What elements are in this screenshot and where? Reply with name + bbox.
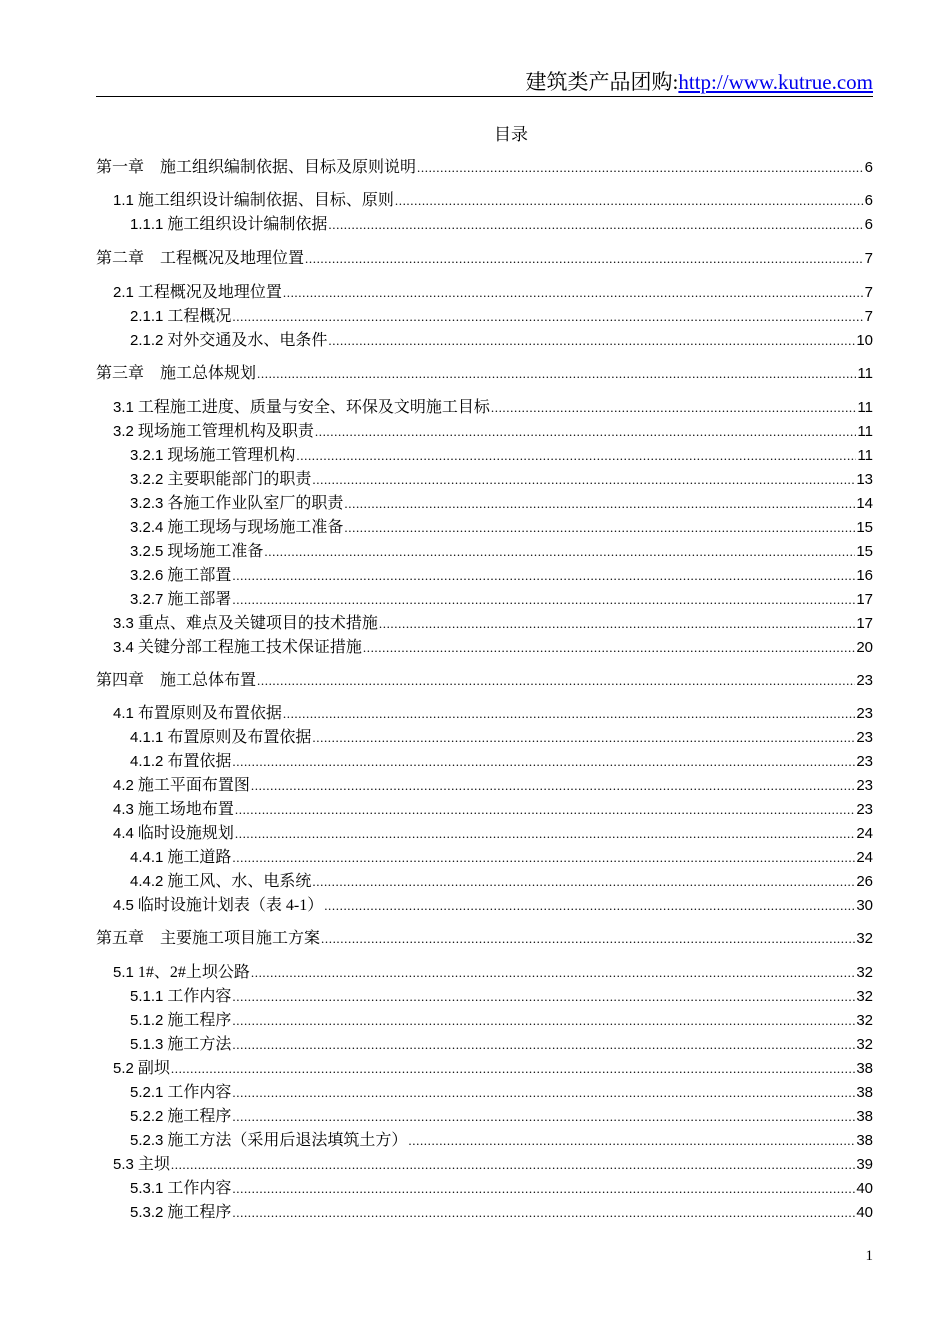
toc-dot-leader <box>328 215 863 235</box>
toc-entry-page: 24 <box>856 849 873 866</box>
toc-dot-leader <box>232 1107 855 1127</box>
toc-entry-page: 10 <box>856 332 873 349</box>
toc-entry-page: 7 <box>864 308 873 325</box>
toc-entry-text: 施工组织设计编制依据、目标、原则 <box>137 192 394 209</box>
toc-dot-leader <box>232 1203 855 1223</box>
toc-entry-page: 26 <box>856 873 873 890</box>
toc-entry[interactable] <box>113 896 873 916</box>
toc-entry[interactable] <box>130 518 873 538</box>
toc-entry-text: 临时设施计划表（表 4-1） <box>137 897 324 914</box>
toc-entry-text: 副坝 <box>137 1060 170 1077</box>
toc-dot-leader <box>251 776 855 796</box>
toc-entry-title <box>96 929 320 949</box>
toc-entry[interactable] <box>130 1083 873 1103</box>
toc-entry-title <box>130 1083 231 1103</box>
toc-entry-text: 各施工作业队室厂的职责 <box>167 495 344 512</box>
toc-dot-leader <box>305 249 864 269</box>
toc-entry-title <box>130 307 231 327</box>
toc-entry-text: 第二章 工程概况及地理位置 <box>96 250 305 267</box>
toc-entry[interactable] <box>130 331 873 351</box>
toc-entry-page: 17 <box>856 615 873 632</box>
toc-entry-number: 4.1.1 <box>130 729 164 746</box>
toc-entry-number: 1.1.1 <box>130 216 164 233</box>
toc-dot-leader <box>257 671 855 691</box>
toc-entry-text: 1#、2#上坝公路 <box>137 964 250 981</box>
toc-entry-page: 23 <box>856 777 873 794</box>
toc-entry-page: 39 <box>856 1156 873 1173</box>
toc-entry-text: 施工部署 <box>167 591 232 608</box>
toc-entry-number: 5.1.3 <box>130 1036 164 1053</box>
toc-entry-title <box>96 249 304 269</box>
toc-entry-number: 5.3.1 <box>130 1180 164 1197</box>
toc-dot-leader <box>408 1131 855 1151</box>
toc-entry-number: 5.2.2 <box>130 1108 164 1125</box>
toc-entry-page: 11 <box>857 399 873 416</box>
toc-entry-number: 5.1.1 <box>130 988 164 1005</box>
toc-entry-page: 38 <box>856 1084 873 1101</box>
toc-entry-title <box>130 1179 231 1199</box>
toc-entry[interactable] <box>96 929 873 949</box>
toc-entry-title <box>130 1011 231 1031</box>
toc-entry[interactable] <box>130 1131 873 1151</box>
toc-entry-number: 5.3.2 <box>130 1204 164 1221</box>
toc-dot-leader <box>232 1035 855 1055</box>
toc-entry-text: 对外交通及水、电条件 <box>167 332 328 349</box>
toc-entry-title <box>130 872 311 892</box>
toc-entry[interactable] <box>130 446 873 466</box>
toc-entry-page: 23 <box>856 729 873 746</box>
toc-entry-number: 3.2.1 <box>130 447 164 464</box>
toc-entry-number: 5.3 <box>113 1156 134 1173</box>
toc-entry-title <box>130 518 343 538</box>
toc-entry-number: 4.4.2 <box>130 873 164 890</box>
toc-entry-text: 工程概况及地理位置 <box>137 284 282 301</box>
toc-entry-page: 23 <box>856 705 873 722</box>
toc-entry-title <box>130 728 311 748</box>
toc-entry-page: 38 <box>856 1108 873 1125</box>
toc-entry-page: 23 <box>856 801 873 818</box>
toc-entry-number: 5.2 <box>113 1060 134 1077</box>
toc-entry-title <box>113 800 234 820</box>
toc-entry[interactable] <box>113 422 873 442</box>
toc-entry[interactable] <box>113 800 873 820</box>
toc-entry-page: 11 <box>857 365 873 382</box>
toc-entry-number: 4.4 <box>113 825 134 842</box>
toc-entry-text: 关键分部工程施工技术保证措施 <box>137 639 362 656</box>
toc-entry-page: 7 <box>864 284 873 301</box>
toc-entry-title <box>113 1155 170 1175</box>
toc-dot-leader <box>363 638 855 658</box>
toc-entry-title <box>130 1035 231 1055</box>
toc-entry-page: 16 <box>856 567 873 584</box>
toc-dot-leader <box>171 1059 855 1079</box>
toc-entry[interactable] <box>130 215 873 235</box>
toc-entry-title <box>130 1131 407 1151</box>
toc-entry-page: 15 <box>856 519 873 536</box>
toc-entry-number: 5.2.1 <box>130 1084 164 1101</box>
toc-dot-leader <box>321 929 855 949</box>
toc-entry-text: 现场施工管理机构 <box>167 447 296 464</box>
toc-entry-number: 3.2.5 <box>130 543 164 560</box>
toc-entry-text: 施工平面布置图 <box>137 777 250 794</box>
toc-entry-text: 第一章 施工组织编制依据、目标及原则说明 <box>96 159 417 176</box>
toc-entry-text: 主坝 <box>137 1156 170 1173</box>
header-link[interactable]: http://www.kutrue.com <box>678 70 873 94</box>
toc-entry-title <box>96 671 256 691</box>
toc-entry[interactable] <box>130 1179 873 1199</box>
toc-entry-title <box>113 638 362 658</box>
toc-entry-page: 13 <box>856 471 873 488</box>
toc-entry[interactable] <box>113 824 873 844</box>
toc-entry[interactable] <box>130 752 873 772</box>
toc-entry[interactable] <box>113 963 873 983</box>
toc-entry-page: 32 <box>856 1012 873 1029</box>
toc-entry-text: 工作内容 <box>167 988 232 1005</box>
toc-dot-leader <box>312 728 855 748</box>
toc-entry-title <box>113 398 490 418</box>
toc-title: 目录 <box>494 125 528 144</box>
toc-entry-number: 3.3 <box>113 615 134 632</box>
toc-entry-number: 5.1 <box>113 964 134 981</box>
toc-entry-number: 3.4 <box>113 639 134 656</box>
toc-dot-leader <box>232 1083 855 1103</box>
toc-entry-text: 第五章 主要施工项目施工方案 <box>96 930 321 947</box>
toc-entry-text: 施工程序 <box>167 1204 232 1221</box>
toc-dot-leader <box>232 590 855 610</box>
toc-entry-title <box>130 331 327 351</box>
toc-entry-text: 临时设施规划 <box>137 825 234 842</box>
toc-entry-title <box>113 283 282 303</box>
toc-entry-title <box>130 446 295 466</box>
toc-entry[interactable] <box>113 1059 873 1079</box>
toc-entry-title <box>113 896 323 916</box>
toc-dot-leader <box>491 398 857 418</box>
toc-dot-leader <box>312 872 855 892</box>
toc-entry-title <box>130 752 231 772</box>
toc-entry-page: 7 <box>864 250 873 267</box>
toc-entry[interactable] <box>130 566 873 586</box>
toc-entry-text: 布置依据 <box>167 753 232 770</box>
toc-entry-page: 32 <box>856 964 873 981</box>
toc-dot-leader <box>251 963 855 983</box>
toc-entry-text: 工作内容 <box>167 1084 232 1101</box>
toc-entry-title <box>113 704 282 724</box>
toc-entry-number: 2.1 <box>113 284 134 301</box>
toc-dot-leader <box>312 470 855 490</box>
toc-entry-page: 14 <box>856 495 873 512</box>
header-text <box>526 69 873 95</box>
toc-entry-number: 1.1 <box>113 192 134 209</box>
toc-entry-title <box>113 963 250 983</box>
toc-entry-page: 32 <box>856 1036 873 1053</box>
toc-dot-leader <box>232 752 855 772</box>
toc-entry-page: 40 <box>856 1180 873 1197</box>
toc-dot-leader <box>283 704 855 724</box>
toc-entry-title <box>130 1203 231 1223</box>
toc-entry[interactable] <box>130 1107 873 1127</box>
toc-entry-title <box>130 215 327 235</box>
toc-dot-leader <box>171 1155 855 1175</box>
toc-entry-page: 40 <box>856 1204 873 1221</box>
toc-entry[interactable] <box>96 158 873 178</box>
toc-entry-title <box>130 848 231 868</box>
toc-dot-leader <box>324 896 855 916</box>
toc-entry-text: 工程概况 <box>167 308 232 325</box>
toc-entry-number: 4.1.2 <box>130 753 164 770</box>
toc-entry[interactable] <box>130 987 873 1007</box>
toc-entry-number: 5.1.2 <box>130 1012 164 1029</box>
toc-dot-leader <box>257 364 856 384</box>
toc-entry-page: 6 <box>864 159 873 176</box>
toc-entry-text: 工程施工进度、质量与安全、环保及文明施工目标 <box>137 399 490 416</box>
toc-entry-page: 23 <box>856 753 873 770</box>
toc-entry-title <box>113 422 314 442</box>
toc-dot-leader <box>232 987 855 1007</box>
toc-entry-number: 4.2 <box>113 777 134 794</box>
toc-entry-number: 3.2.4 <box>130 519 164 536</box>
page-header <box>96 64 873 97</box>
toc-dot-leader <box>235 824 855 844</box>
header-label: 建筑类产品团购: <box>525 70 679 94</box>
toc-dot-leader <box>395 191 864 211</box>
toc-entry-text: 施工方法 <box>167 1036 232 1053</box>
toc-dot-leader <box>283 283 864 303</box>
toc-entry[interactable] <box>96 249 873 269</box>
toc-entry[interactable] <box>113 704 873 724</box>
toc-entry-number: 4.3 <box>113 801 134 818</box>
toc-entry-title <box>130 470 311 490</box>
toc-entry-title <box>130 987 231 1007</box>
toc-entry-text: 主要职能部门的职责 <box>167 471 312 488</box>
toc-entry-page: 38 <box>856 1132 873 1149</box>
toc-entry-page: 24 <box>856 825 873 842</box>
toc-dot-leader <box>296 446 856 466</box>
toc-entry[interactable] <box>113 614 873 634</box>
toc-entry-text: 布置原则及布置依据 <box>137 705 282 722</box>
toc-entry-text: 第三章 施工总体规划 <box>96 365 257 382</box>
toc-entry[interactable] <box>113 1155 873 1175</box>
toc-dot-leader <box>264 542 855 562</box>
toc-entry-page: 11 <box>857 423 873 440</box>
toc-entry-title <box>113 614 378 634</box>
toc-entry-text: 施工部置 <box>167 567 232 584</box>
toc-dot-leader <box>379 614 855 634</box>
toc-entry-text: 施工方法（采用后退法填筑土方） <box>167 1132 408 1149</box>
toc-dot-leader <box>344 518 855 538</box>
toc-entry-page: 20 <box>856 639 873 656</box>
toc-entry-text: 第四章 施工总体布置 <box>96 672 257 689</box>
toc-entry-text: 施工风、水、电系统 <box>167 873 312 890</box>
toc-entry-text: 重点、难点及关键项目的技术措施 <box>137 615 378 632</box>
toc-dot-leader <box>232 307 863 327</box>
toc-dot-leader <box>232 566 855 586</box>
toc-entry-text: 施工程序 <box>167 1012 232 1029</box>
toc-entry[interactable] <box>130 307 873 327</box>
toc-dot-leader <box>235 800 855 820</box>
toc-entry-page: 6 <box>864 216 873 233</box>
toc-dot-leader <box>232 1011 855 1031</box>
toc-dot-leader <box>328 331 855 351</box>
toc-entry-number: 3.2.2 <box>130 471 164 488</box>
toc-entry-page: 15 <box>856 543 873 560</box>
toc-entry-number: 3.1 <box>113 399 134 416</box>
toc-entry[interactable] <box>130 494 873 514</box>
toc-dot-leader <box>315 422 857 442</box>
toc-entry-number: 3.2.3 <box>130 495 164 512</box>
toc-entry-page: 38 <box>856 1060 873 1077</box>
toc-entry-text: 施工现场与现场施工准备 <box>167 519 344 536</box>
toc-entry-number: 3.2.6 <box>130 567 164 584</box>
toc-entry[interactable] <box>130 590 873 610</box>
toc-entry[interactable] <box>130 1035 873 1055</box>
toc-entry-page: 17 <box>856 591 873 608</box>
toc-entry-title <box>130 566 231 586</box>
page-number: 1 <box>865 1248 873 1264</box>
toc-entry-page: 11 <box>857 447 873 464</box>
toc-entry[interactable] <box>130 872 873 892</box>
toc-entry-number: 5.2.3 <box>130 1132 164 1149</box>
toc-entry[interactable] <box>130 848 873 868</box>
toc-entry-title <box>113 191 394 211</box>
toc-entry-title <box>130 542 263 562</box>
toc-entry-title <box>96 364 256 384</box>
toc-entry[interactable] <box>113 776 873 796</box>
toc-entry-number: 4.5 <box>113 897 134 914</box>
toc-entry[interactable] <box>130 542 873 562</box>
toc-entry-number: 2.1.2 <box>130 332 164 349</box>
toc-entry-title <box>113 1059 170 1079</box>
toc-entry[interactable] <box>96 671 873 691</box>
toc-entry[interactable] <box>130 728 873 748</box>
toc-entry[interactable] <box>130 1011 873 1031</box>
toc-entry-text: 现场施工管理机构及职责 <box>137 423 314 440</box>
toc-entry[interactable] <box>113 191 873 211</box>
toc-dot-leader <box>232 1179 855 1199</box>
toc-entry-number: 3.2 <box>113 423 134 440</box>
toc-entry-text: 施工程序 <box>167 1108 232 1125</box>
toc-entry-text: 工作内容 <box>167 1180 232 1197</box>
toc-entry-number: 2.1.1 <box>130 308 164 325</box>
toc-entry-text: 施工组织设计编制依据 <box>167 216 328 233</box>
toc-entry[interactable] <box>96 364 873 384</box>
toc-entry-title <box>96 158 416 178</box>
toc-entry-text: 施工场地布置 <box>137 801 234 818</box>
toc-dot-leader <box>417 158 864 178</box>
toc-entry-title <box>130 1107 231 1127</box>
toc-entry-page: 32 <box>856 930 873 947</box>
toc-entry[interactable] <box>113 638 873 658</box>
toc-entry-text: 施工道路 <box>167 849 232 866</box>
toc-entry-number: 3.2.7 <box>130 591 164 608</box>
toc-entry-title <box>113 824 234 844</box>
toc-dot-leader <box>232 848 855 868</box>
toc-entry[interactable] <box>130 470 873 490</box>
toc-entry[interactable] <box>113 283 873 303</box>
toc-entry-title <box>130 590 231 610</box>
toc-entry[interactable] <box>130 1203 873 1223</box>
toc-entry-number: 4.1 <box>113 705 134 722</box>
toc-entry-page: 23 <box>856 672 873 689</box>
toc-entry-number: 4.4.1 <box>130 849 164 866</box>
toc-entry-page: 30 <box>856 897 873 914</box>
toc-entry-text: 现场施工准备 <box>167 543 264 560</box>
toc-entry-title <box>130 494 343 514</box>
toc-entry-text: 布置原则及布置依据 <box>167 729 312 746</box>
toc-dot-leader <box>344 494 855 514</box>
toc-entry[interactable] <box>113 398 873 418</box>
toc-entry-page: 32 <box>856 988 873 1005</box>
toc-entry-page: 6 <box>864 192 873 209</box>
toc-entry-title <box>113 776 250 796</box>
